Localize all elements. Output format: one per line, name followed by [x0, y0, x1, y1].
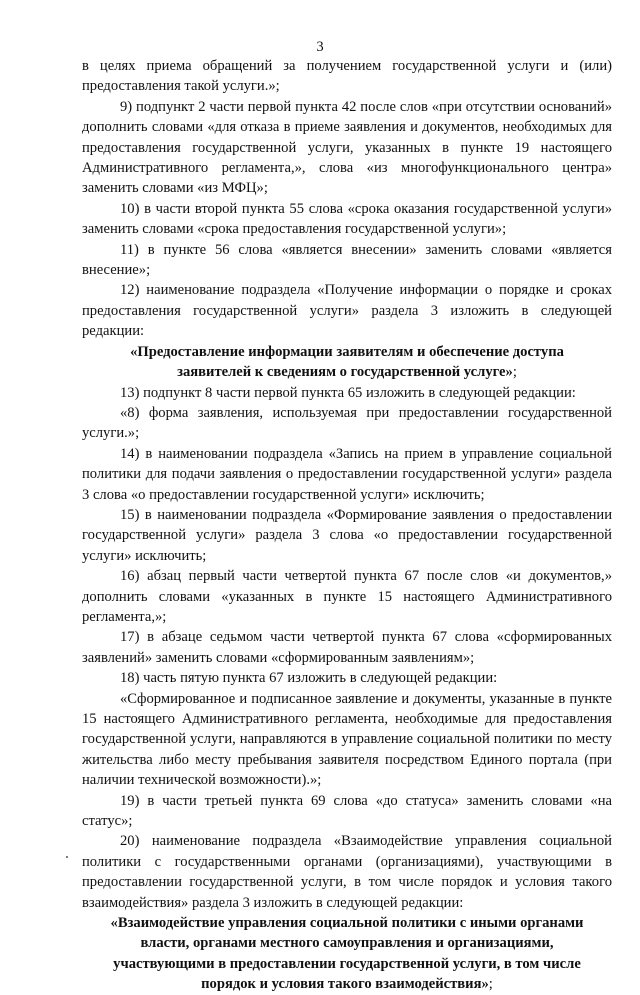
section-heading: [82, 913, 612, 995]
heading-line: порядок и условия такого взаимодействия»: [201, 976, 489, 993]
heading-line: заявителей к сведениям о государственной услуге»: [177, 364, 513, 381]
paragraph: в целях приема обращений за получением государственной услуги и (или) предоставления такой услуги.»;: [82, 58, 612, 95]
heading-line-with-tail: [82, 362, 612, 382]
paragraph: 16) абзац первый части четвертой пункта 67 после слов «и документов,» дополнить словами «указанных в пункте 15 настоящего Административного регламента,»;: [82, 568, 612, 625]
heading-line: власти, органами местного самоуправления и организациями,: [140, 935, 554, 952]
scan-speck: [66, 856, 68, 858]
page-number: 3: [316, 39, 324, 55]
paragraph: 9) подпункт 2 части первой пункта 42 после слов «при отсутствии оснований» дополнить словами «для отказа в приеме заявления и документов, необходимых для предоставления государственной услуги, указанных в пункте 19 настоящего Административного регламента,», слова «из многофункционального центра» заменить словами «из МФЦ»;: [82, 98, 612, 197]
paragraph: 15) в наименовании подраздела «Формирование заявления о предоставлении государственной услуги» раздела 3 слова «о предоставлении государственной услуги» исключить;: [82, 506, 612, 564]
heading-line: «Взаимодействие управления социальной политики с иными органами: [110, 915, 584, 932]
heading-line: «Предоставление информации заявителям и обеспечение доступа: [130, 343, 564, 360]
heading-tail: ;: [512, 364, 517, 381]
paragraph: 19) в части третьей пункта 69 слова «до статуса» заменить словами «на статус»;: [82, 792, 612, 830]
paragraph: «8) форма заявления, используемая при предоставлении государственной услуги.»;: [82, 404, 612, 442]
paragraph: «Сформированное и подписанное заявление и документы, указанные в пункте 15 настоящего Административного регламента, необходимые для предоставления государственной услуги, направляются в управление социальной политики по месту жительства либо месту пребывания заявителя посредством Единого портала (при наличии технической возможности).»;: [82, 690, 612, 789]
heading-line-with-tail: [82, 974, 612, 994]
paragraph: 17) в абзаце седьмом части четвертой пункта 67 слова «сформированных заявлений» заменить словами «сформированным заявлениям»;: [82, 629, 612, 666]
paragraph: 18) часть пятую пункта 67 изложить в следующей редакции:: [120, 670, 498, 687]
document-body: [82, 56, 612, 995]
paragraph: 14) в наименовании подраздела «Запись на прием в управление социальной политики для подачи заявления о предоставлении государственной услуги» раздела 3 слова «о предоставлении государственной услуги» исключить;: [82, 445, 612, 503]
section-heading: [82, 342, 612, 383]
heading-tail: ;: [488, 976, 493, 993]
heading-line: участвующими в предоставлении государственной услуги, в том числе: [113, 955, 581, 972]
paragraph: 10) в части второй пункта 55 слова «срока оказания государственной услуги» заменить словами «срока предоставления государственной услуги»;: [82, 200, 612, 238]
paragraph: 13) подпункт 8 части первой пункта 65 изложить в следующей редакции:: [120, 384, 576, 401]
paragraph: 12) наименование подраздела «Получение информации о порядке и сроках предоставления государственной услуги» раздела 3 изложить в следующей редакции:: [82, 282, 612, 340]
paragraph: 20) наименование подраздела «Взаимодействие управления социальной политики с государственными органами (организациями), участвующими в предоставлении государственной услуги, в том числе порядок и условия такого взаимодействия» раздела 3 изложить в следующей редакции:: [82, 833, 612, 911]
paragraph: 11) в пункте 56 слова «является внесении» заменить словами «является внесение»;: [82, 241, 612, 279]
